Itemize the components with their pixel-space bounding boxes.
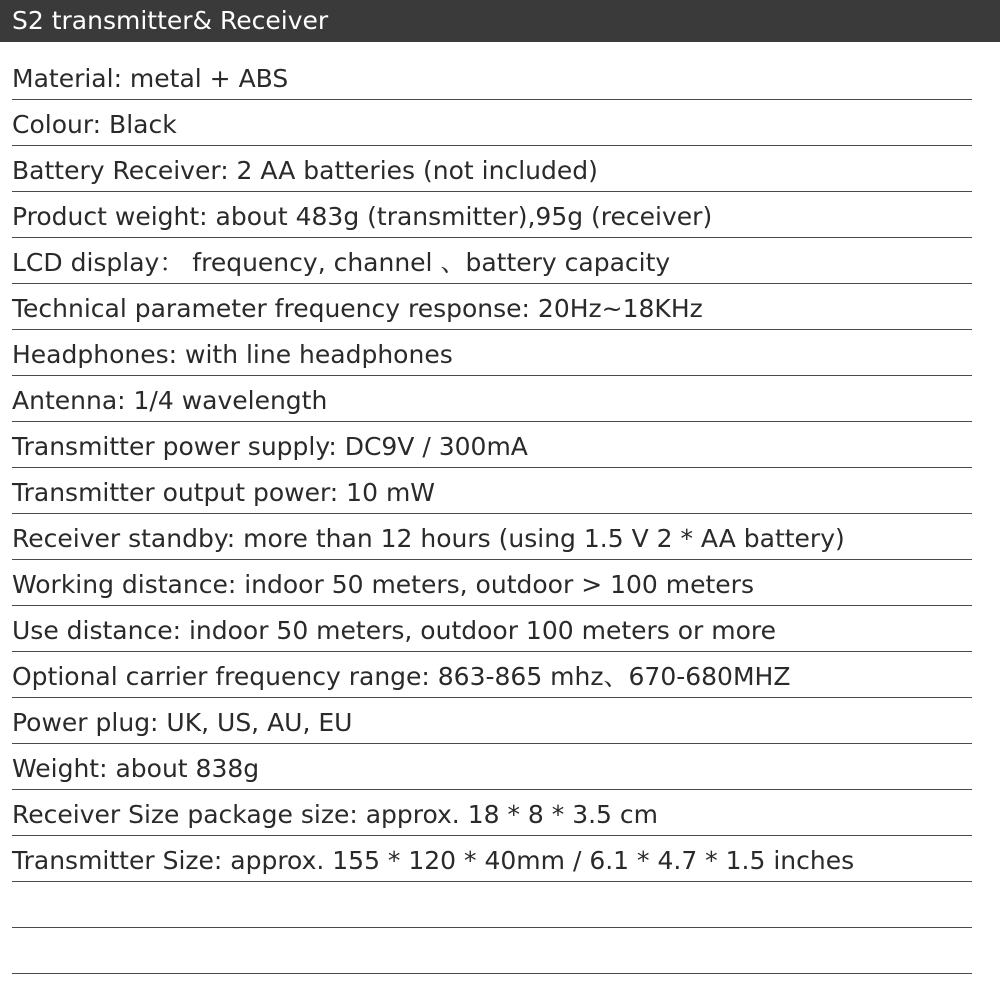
- spec-row-frequency-response: [12, 285, 972, 330]
- spec-row-use-distance: [12, 607, 972, 652]
- spec-text: Technical parameter frequency response: 20Hz~18KHz: [12, 294, 703, 323]
- spec-text: Colour: Black: [12, 110, 177, 139]
- spec-text: Receiver Size package size: approx. 18 * 8 * 3.5 cm: [12, 800, 659, 829]
- spec-text: Battery Receiver: 2 AA batteries (not included): [12, 156, 598, 185]
- page-title: S2 transmitter& Receiver: [12, 6, 329, 35]
- spec-text: Power plug: UK, US, AU, EU: [12, 708, 353, 737]
- title-bar: [0, 0, 1000, 42]
- empty-divider: [12, 973, 972, 974]
- spec-text: Product weight: about 483g (transmitter),95g (receiver): [12, 202, 713, 231]
- spec-row-antenna: [12, 377, 972, 422]
- spec-text: Receiver standby: more than 12 hours (using 1.5 V 2 * AA battery): [12, 524, 845, 553]
- spec-text: Use distance: indoor 50 meters, outdoor 100 meters or more: [12, 616, 777, 645]
- spec-row-working-distance: [12, 561, 972, 606]
- spec-row-product-weight: [12, 193, 972, 238]
- spec-text: Optional carrier frequency range: 863-865 mhz、670-680MHZ: [12, 662, 791, 691]
- spec-text: Transmitter Size: approx. 155 * 120 * 40mm / 6.1 * 4.7 * 1.5 inches: [12, 846, 855, 875]
- spec-row-weight: [12, 745, 972, 790]
- spec-row-carrier-frequency: [12, 653, 972, 698]
- spec-text: Material: metal + ABS: [12, 64, 289, 93]
- spec-row-receiver-size: [12, 791, 972, 836]
- spec-text: Headphones: with line headphones: [12, 340, 453, 369]
- spec-text: LCD display： frequency, channel 、battery capacity: [12, 248, 671, 277]
- spec-text: Transmitter output power: 10 mW: [12, 478, 436, 507]
- spec-text: Working distance: indoor 50 meters, outdoor > 100 meters: [12, 570, 754, 599]
- spec-row-output-power: [12, 469, 972, 514]
- spec-row-power-supply: [12, 423, 972, 468]
- spec-row-colour: [12, 101, 972, 146]
- empty-divider: [12, 927, 972, 928]
- spec-row-lcd-display: [12, 239, 972, 284]
- spec-text: Weight: about 838g: [12, 754, 260, 783]
- spec-row-receiver-standby: [12, 515, 972, 560]
- spec-row-transmitter-size: [12, 837, 972, 882]
- spec-text: Transmitter power supply: DC9V / 300mA: [12, 432, 528, 461]
- spec-row-material: [12, 55, 972, 100]
- spec-row-power-plug: [12, 699, 972, 744]
- spec-row-headphones: [12, 331, 972, 376]
- spec-row-battery: [12, 147, 972, 192]
- spec-text: Antenna: 1/4 wavelength: [12, 386, 328, 415]
